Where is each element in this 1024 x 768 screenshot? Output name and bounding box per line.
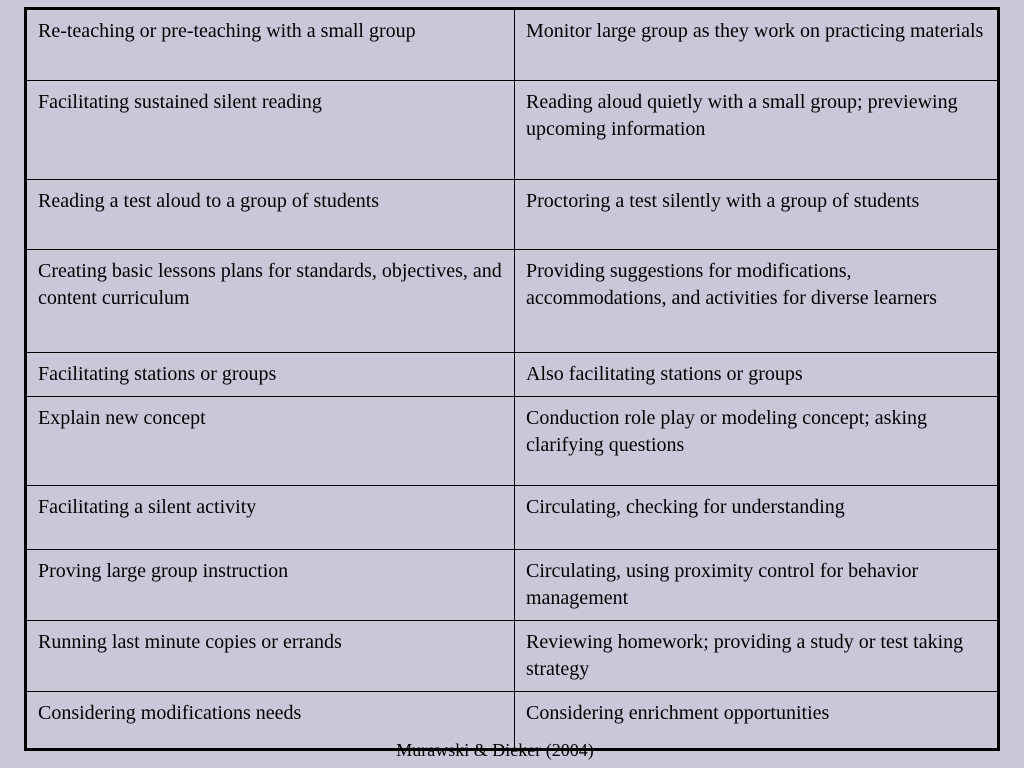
- table-cell-left: Running last minute copies or errands: [27, 621, 515, 692]
- table-cell-right: Circulating, checking for understanding: [515, 486, 998, 550]
- table-cell-right: Reading aloud quietly with a small group; previewing upcoming information: [515, 81, 998, 180]
- table-row: [27, 486, 998, 550]
- table-row: [27, 550, 998, 621]
- table-cell-right: Also facilitating stations or groups: [515, 353, 998, 397]
- table-cell-right: Proctoring a test silently with a group of students: [515, 180, 998, 250]
- co-teaching-table: [26, 9, 998, 749]
- table-row: [27, 81, 998, 180]
- table-cell-right: Circulating, using proximity control for behavior management: [515, 550, 998, 621]
- table-cell-right: Providing suggestions for modifications, accommodations, and activities for diverse learners: [515, 250, 998, 353]
- table-cell-left: Reading a test aloud to a group of students: [27, 180, 515, 250]
- table-cell-left: Facilitating stations or groups: [27, 353, 515, 397]
- table-cell-left: Facilitating a silent activity: [27, 486, 515, 550]
- table-cell-left: Facilitating sustained silent reading: [27, 81, 515, 180]
- table-cell-left: Explain new concept: [27, 397, 515, 486]
- table-cell-left: Re-teaching or pre-teaching with a small group: [27, 10, 515, 81]
- table-row: [27, 180, 998, 250]
- table-row: [27, 250, 998, 353]
- table-cell-left: Considering modifications needs: [27, 692, 515, 749]
- table-row: [27, 621, 998, 692]
- co-teaching-table-container: [24, 7, 1000, 751]
- table-cell-right: Considering enrichment opportunities: [515, 692, 998, 749]
- table-cell-right: Monitor large group as they work on practicing materials: [515, 10, 998, 81]
- table-cell-left: Proving large group instruction: [27, 550, 515, 621]
- table-cell-left: Creating basic lessons plans for standards, objectives, and content curriculum: [27, 250, 515, 353]
- table-row: [27, 353, 998, 397]
- citation: Murawski & Dieker (2004): [396, 740, 594, 760]
- table-cell-right: Reviewing homework; providing a study or test taking strategy: [515, 621, 998, 692]
- table-row: [27, 397, 998, 486]
- table-cell-right: Conduction role play or modeling concept; asking clarifying questions: [515, 397, 998, 486]
- table-row: [27, 10, 998, 81]
